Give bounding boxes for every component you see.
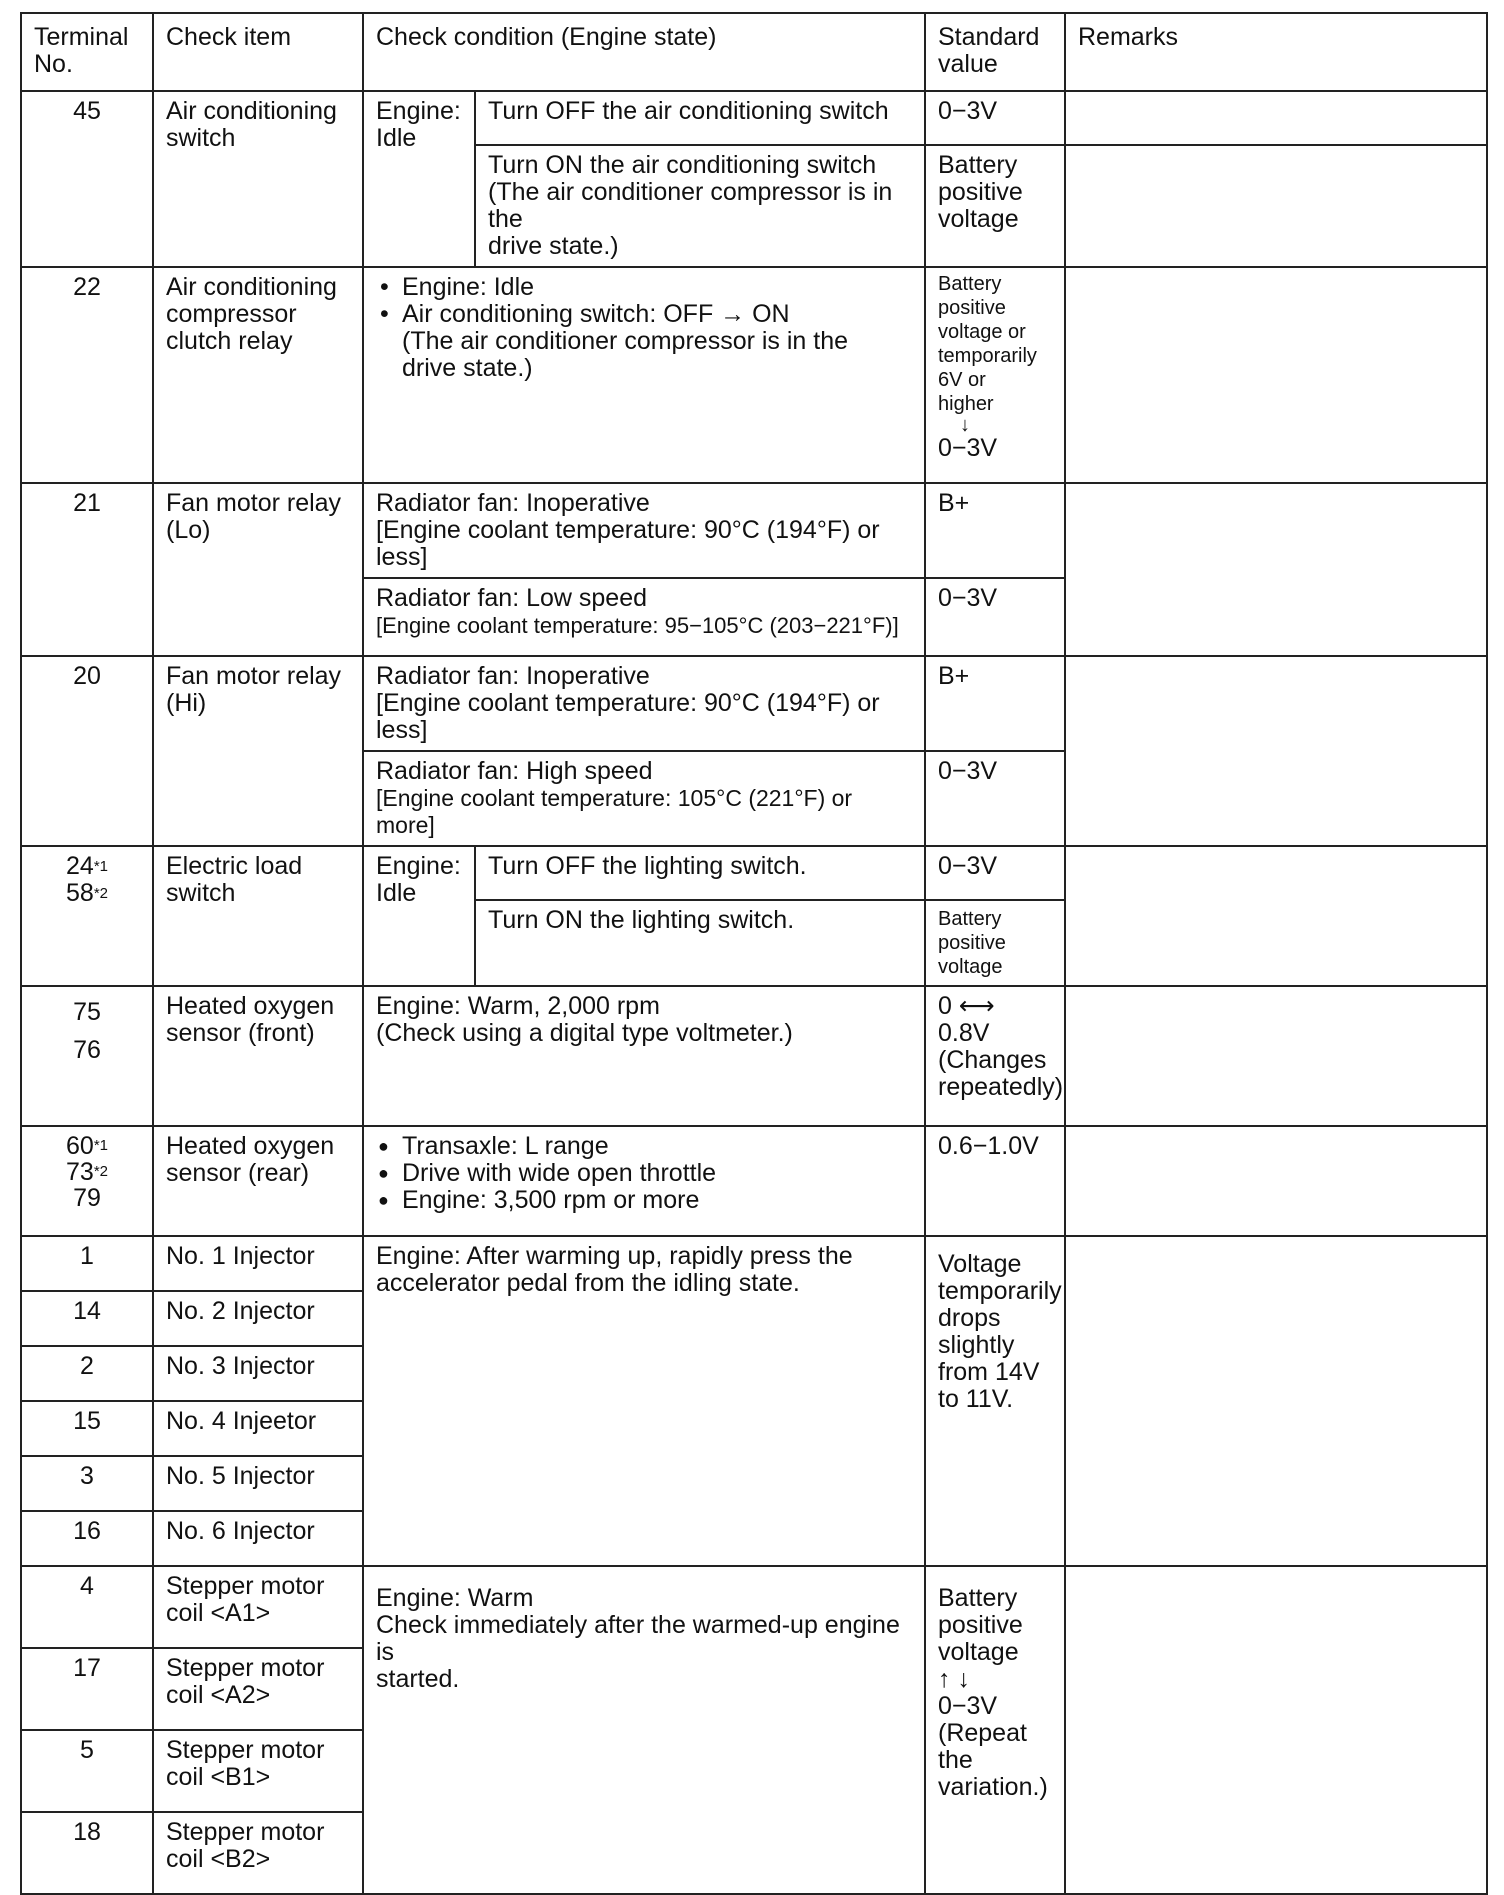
check-item-cell: Fan motor relay (Lo)	[153, 483, 363, 656]
check-item-cell: No. 2 Injector	[153, 1291, 363, 1346]
footnote-marker: *1	[93, 858, 108, 875]
check-item-cell: No. 4 Injeetor	[153, 1401, 363, 1456]
condition-cell	[363, 267, 925, 483]
condition-bullet: • Air conditioning switch: OFF → ON	[376, 301, 912, 328]
standard-value-cell: 0−3V	[925, 91, 1065, 145]
table-row	[21, 1126, 1487, 1236]
header-row	[21, 13, 1487, 91]
check-item-cell: No. 1 Injector	[153, 1236, 363, 1291]
terminal-cell: 4	[21, 1566, 153, 1648]
condition-line: [Engine coolant temperature: 90°C (194°F) or less]	[376, 689, 880, 744]
terminal-number: 60	[66, 1132, 94, 1160]
remarks-cell	[1065, 656, 1487, 846]
check-item-cell: No. 6 Injector	[153, 1511, 363, 1566]
condition-list	[376, 1133, 912, 1214]
condition-line: Radiator fan: Inoperative	[376, 489, 650, 517]
table-row	[21, 656, 1487, 751]
standard-value-cell: B+	[925, 656, 1065, 751]
terminal-cell: 16	[21, 1511, 153, 1566]
condition-bullet: • Engine: Idle	[376, 274, 912, 301]
terminal-cell: 21	[21, 483, 153, 656]
terminal-cell	[21, 1126, 153, 1236]
terminal-cell: 3	[21, 1456, 153, 1511]
condition-cell	[363, 483, 925, 578]
remarks-cell	[1065, 145, 1487, 267]
condition-bullet: ● Transaxle: L range	[376, 1133, 912, 1160]
standard-value-cell	[925, 267, 1065, 483]
remarks-cell	[1065, 1126, 1487, 1236]
terminal-check-table	[20, 12, 1488, 1895]
condition-cell	[363, 751, 925, 846]
table-row	[21, 91, 1487, 145]
terminal-number: 58	[66, 879, 94, 907]
check-item-cell: Fan motor relay (Hi)	[153, 656, 363, 846]
condition-bullet: ● Engine: 3,500 rpm or more	[376, 1187, 912, 1214]
terminal-number: 73	[66, 1158, 94, 1186]
table-row	[21, 1566, 1487, 1648]
header-check-item: Check item	[153, 13, 363, 91]
condition-cell	[363, 578, 925, 656]
terminal-cell: 15	[21, 1401, 153, 1456]
engine-state-cell: Engine: Idle	[363, 91, 475, 267]
standard-value-cell: 0−3V	[925, 578, 1065, 656]
terminal-cell: 2	[21, 1346, 153, 1401]
condition-line: [Engine coolant temperature: 95−105°C (203−221°F)]	[376, 613, 899, 638]
condition-note: (The air conditioner compressor is in the drive state.)	[402, 327, 849, 382]
remarks-cell	[1065, 91, 1487, 145]
terminal-check-page	[20, 12, 1486, 1873]
standard-value-bottom: 0−3V	[938, 434, 998, 462]
footnote-marker: *1	[93, 1137, 108, 1154]
down-arrow-icon: ↓	[960, 414, 970, 436]
standard-value-top: Battery positive voltage or temporarily 6V or higher	[938, 273, 1037, 415]
terminal-cell: 5	[21, 1730, 153, 1812]
condition-line: [Engine coolant temperature: 90°C (194°F) or less]	[376, 516, 880, 571]
standard-value-cell: Battery positive voltage	[925, 145, 1065, 267]
engine-state-cell: Engine: Idle	[363, 846, 475, 986]
check-item-cell: Heated oxygen sensor (front)	[153, 986, 363, 1126]
condition-line: Radiator fan: High speed	[376, 757, 653, 785]
check-item-cell: Stepper motor coil <A2>	[153, 1648, 363, 1730]
standard-value-cell: 0−3V	[925, 751, 1065, 846]
check-item-cell: No. 5 Injector	[153, 1456, 363, 1511]
table-row	[21, 1236, 1487, 1291]
condition-list	[376, 274, 912, 328]
check-item-cell: Stepper motor coil <B2>	[153, 1812, 363, 1894]
remarks-cell	[1065, 1566, 1487, 1894]
condition-cell: Turn OFF the lighting switch.	[475, 846, 925, 900]
header-standard-value: Standard value	[925, 13, 1065, 91]
check-item-cell: Heated oxygen sensor (rear)	[153, 1126, 363, 1236]
remarks-cell	[1065, 1236, 1487, 1566]
condition-cell	[363, 1126, 925, 1236]
standard-value-cell: 0−3V	[925, 846, 1065, 900]
standard-value-cell: 0.6−1.0V	[925, 1126, 1065, 1236]
remarks-cell	[1065, 986, 1487, 1126]
remarks-cell	[1065, 846, 1487, 986]
condition-cell	[363, 656, 925, 751]
condition-cell: Turn OFF the air conditioning switch	[475, 91, 925, 145]
check-item-cell: Electric load switch	[153, 846, 363, 986]
terminal-number: 79	[73, 1184, 101, 1212]
terminal-cell: 45	[21, 91, 153, 267]
condition-cell: Turn ON the lighting switch.	[475, 900, 925, 986]
condition-cell: Turn ON the air conditioning switch (The air conditioner compressor is in the drive state.)	[475, 145, 925, 267]
terminal-number: 24	[66, 852, 94, 880]
table-row	[21, 483, 1487, 578]
remarks-cell	[1065, 267, 1487, 483]
standard-value-cell: Voltage temporarily drops slightly from 14V to 11V.	[925, 1236, 1065, 1566]
condition-line: [Engine coolant temperature: 105°C (221°F) or more]	[376, 785, 853, 838]
terminal-cell: 75 76	[21, 986, 153, 1126]
terminal-cell: 20	[21, 656, 153, 846]
header-remarks: Remarks	[1065, 13, 1487, 91]
footnote-marker: *2	[93, 885, 108, 902]
check-item-cell: Stepper motor coil <B1>	[153, 1730, 363, 1812]
standard-value-cell: B+	[925, 483, 1065, 578]
check-item-cell: No. 3 Injector	[153, 1346, 363, 1401]
header-check-condition: Check condition (Engine state)	[363, 13, 925, 91]
terminal-cell: 18	[21, 1812, 153, 1894]
condition-bullet: ● Drive with wide open throttle	[376, 1160, 912, 1187]
condition-cell: Engine: After warming up, rapidly press the accelerator pedal from the idling state.	[363, 1236, 925, 1566]
standard-value-cell: Battery positive voltage	[925, 900, 1065, 986]
table-row	[21, 267, 1487, 483]
condition-line: Radiator fan: Low speed	[376, 584, 648, 612]
terminal-cell	[21, 846, 153, 986]
footnote-marker: *2	[93, 1163, 108, 1180]
terminal-cell: 14	[21, 1291, 153, 1346]
check-item-cell: Air conditioning switch	[153, 91, 363, 267]
table-row	[21, 846, 1487, 900]
check-item-cell: Stepper motor coil <A1>	[153, 1566, 363, 1648]
table-row	[21, 986, 1487, 1126]
check-item-cell: Air conditioning compressor clutch relay	[153, 267, 363, 483]
standard-value-cell: Battery positive voltage ↑ ↓ 0−3V (Repeat the variation.)	[925, 1566, 1065, 1894]
standard-value-cell: 0 ⟷ 0.8V (Changes repeatedly)	[925, 986, 1065, 1126]
terminal-cell: 17	[21, 1648, 153, 1730]
terminal-cell: 1	[21, 1236, 153, 1291]
condition-cell: Engine: Warm Check immediately after the warmed-up engine is started.	[363, 1566, 925, 1894]
terminal-cell: 22	[21, 267, 153, 483]
header-terminal: Terminal No.	[21, 13, 153, 91]
condition-line: Radiator fan: Inoperative	[376, 662, 650, 690]
condition-cell: Engine: Warm, 2,000 rpm (Check using a digital type voltmeter.)	[363, 986, 925, 1126]
remarks-cell	[1065, 483, 1487, 656]
